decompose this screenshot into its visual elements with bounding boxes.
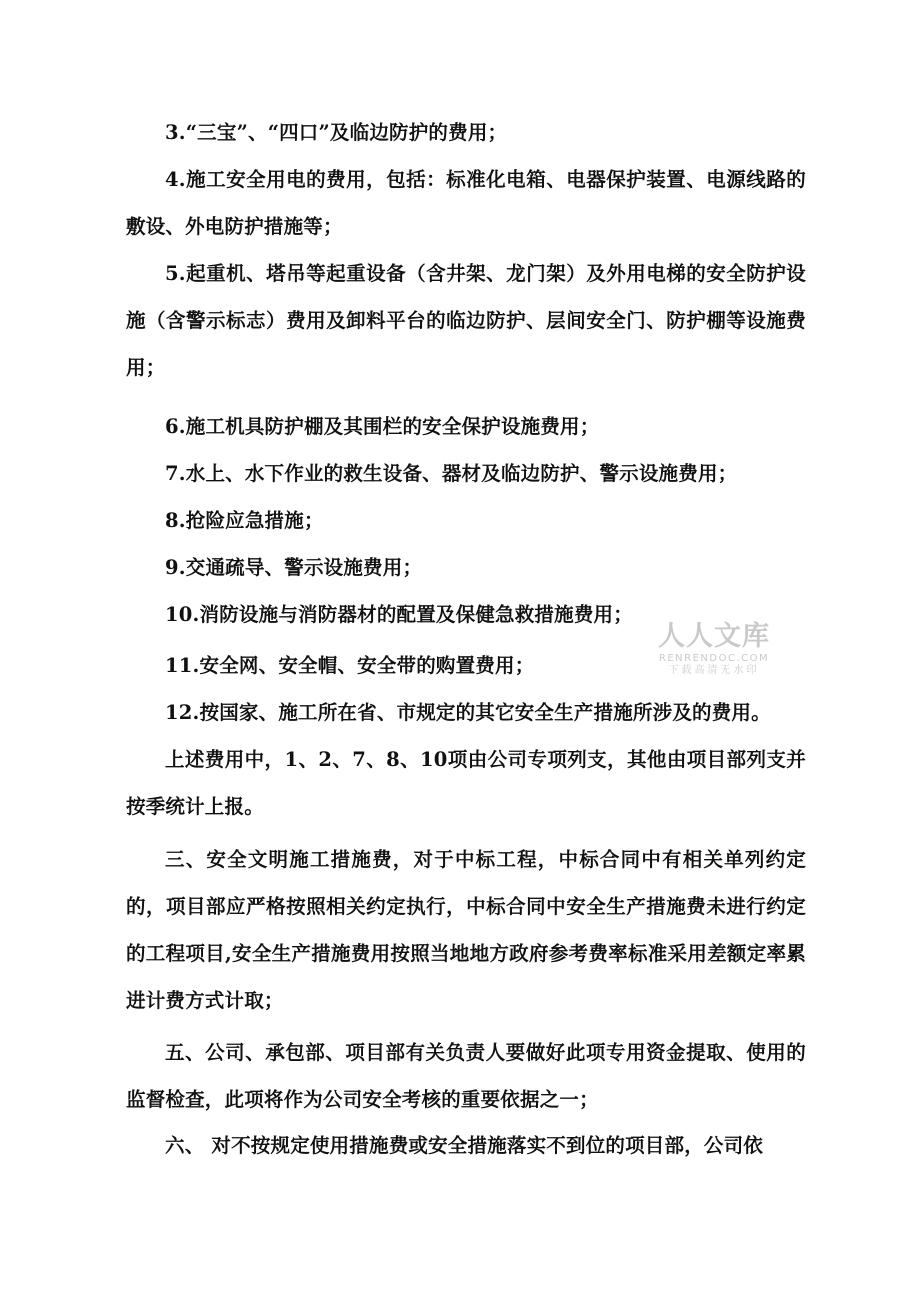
item-3-paragraph: 3.“三宝”、“四口”及临边防护的费用；: [165, 121, 508, 144]
watermark-title: 人人文库: [658, 621, 770, 652]
item-12-paragraph: 12.按国家、施工所在省、市规定的其它安全生产措施所涉及的费用。: [165, 701, 771, 724]
watermark-url: RENRENDOC.COM: [658, 653, 770, 664]
section-6-paragraph: 六、 对不按规定使用措施费或安全措施落实不到位的项目部，公司依: [165, 1134, 763, 1157]
item-9-paragraph: 9.交通疏导、警示设施费用；: [165, 556, 423, 579]
section-5-paragraph: 五、公司、承包部、项目部有关负责人要做好此项专用资金提取、使用的监督检查，此项将作为公司安全考核的重要依据之一；: [126, 1041, 806, 1111]
watermark-subtitle: 下载高清无水印: [668, 665, 760, 676]
item-7-paragraph: 7.水上、水下作业的救生设备、器材及临边防护、警示设施费用；: [165, 462, 738, 485]
item-5-paragraph: 5.起重机、塔吊等起重设备（含井架、龙门架）及外用电梯的安全防护设施（含警示标志）费用及卸料平台的临边防护、层间安全门、防护棚等设施费用；: [126, 262, 806, 379]
item-10-paragraph: 10.消防设施与消防器材的配置及保健急救措施费用；: [165, 603, 633, 626]
item-6-paragraph: 6.施工机具防护棚及其围栏的安全保护设施费用；: [165, 415, 600, 438]
expense-summary-paragraph: 上述费用中，1、2、7、8、10项由公司专项列支，其他由项目部列支并按季统计上报。: [126, 748, 806, 818]
section-3-paragraph: 三、安全文明施工措施费，对于中标工程，中标合同中有相关单列约定的，项目部应严格按照相关约定执行，中标合同中安全生产措施费未进行约定的工程项目,安全生产措施费用按照当地地方政府参考费率标准采用差额定率累进计费方式计取；: [126, 848, 806, 1012]
item-8-paragraph: 8.抢险应急措施；: [165, 509, 324, 532]
item-11-paragraph: 11.安全网、安全帽、安全带的购置费用；: [165, 654, 535, 677]
renrendoc-watermark: [644, 622, 784, 682]
item-4-paragraph: 4.施工安全用电的费用，包括：标准化电箱、电器保护装置、电源线路的敷设、外电防护措施等；: [126, 168, 806, 238]
